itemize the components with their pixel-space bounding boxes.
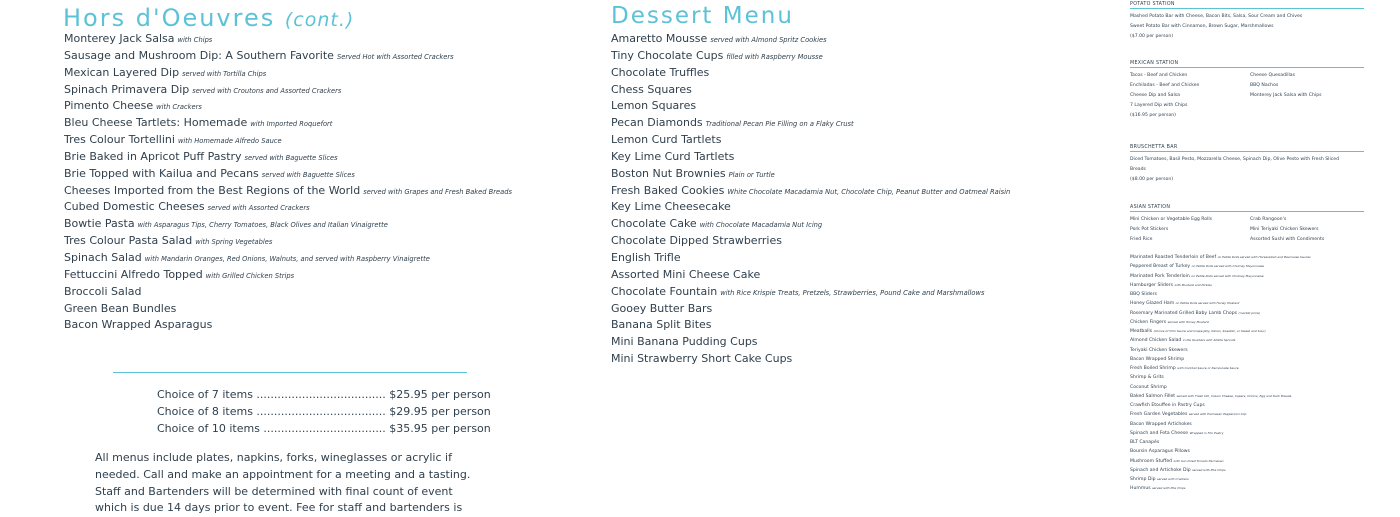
hors-item bbox=[64, 317, 512, 334]
mexican-station-line: ($16.95 per person) bbox=[1130, 113, 1176, 118]
dessert-item bbox=[611, 132, 1010, 149]
dessert-item bbox=[611, 98, 1010, 115]
hors-item bbox=[64, 166, 512, 183]
dessert-item bbox=[611, 149, 1010, 166]
hors-item-name: Bacon Wrapped Asparagus bbox=[64, 318, 213, 332]
hors-item bbox=[64, 250, 512, 267]
more-hors-item-desc: on Petite Rolls served with Chutney Mayonnaise bbox=[1191, 264, 1264, 269]
more-hors-list bbox=[1130, 253, 1364, 494]
hors-item-desc: Served Hot with Assorted Crackers bbox=[336, 52, 454, 61]
more-hors-item bbox=[1130, 401, 1364, 410]
dessert-item bbox=[611, 48, 1010, 65]
bruschetta-bar-rule bbox=[1130, 151, 1364, 152]
dessert-item-name: Lemon Squares bbox=[611, 99, 697, 113]
bruschetta-bar-line: ($8.00 per person) bbox=[1130, 177, 1174, 182]
hors-item bbox=[64, 98, 512, 115]
more-hors-item bbox=[1130, 373, 1364, 382]
potato-station bbox=[1130, 2, 1364, 42]
more-hors-item-name: Marinated Roasted Tenderloin of Beef bbox=[1130, 255, 1217, 260]
dessert-item-name: Chocolate Fountain bbox=[611, 284, 718, 298]
hors-item bbox=[64, 284, 512, 301]
hors-item bbox=[64, 149, 512, 166]
dessert-item-desc: with Chocolate Macadamia Nut Icing bbox=[699, 221, 823, 230]
asian-station-heading: ASIAN STATION bbox=[1130, 205, 1171, 210]
dessert-item-name: Mini Banana Pudding Cups bbox=[611, 335, 758, 349]
more-hors-item-name: Shrimp Dip bbox=[1130, 477, 1156, 482]
dessert-item-desc: with Rice Krispie Treats, Pretzels, Strawberries, Pound Cake and Marshmallows bbox=[720, 288, 985, 297]
hors-item bbox=[64, 233, 512, 250]
more-hors-item-name: Almond Chicken Salad bbox=[1130, 338, 1182, 344]
dessert-item bbox=[611, 166, 1010, 183]
hors-item bbox=[64, 199, 512, 216]
more-hors-item-name: Mushroom Stuffed bbox=[1130, 458, 1173, 464]
hors-item-name: Spinach Salad bbox=[64, 250, 142, 264]
hors-item-name: Cheeses Imported from the Best Regions of the World bbox=[64, 183, 361, 197]
more-hors-item-desc: served with Honey Mustard bbox=[1167, 319, 1209, 324]
asian-station-line: Mini Teriyaki Chicken Skewers bbox=[1250, 227, 1319, 232]
dessert-item bbox=[611, 199, 1010, 216]
dessert-item-desc: Plain or Turtle bbox=[728, 170, 775, 179]
asian-station-left bbox=[1130, 215, 1364, 245]
more-hors-item-desc: with Sun Dried Tomato Parmesan bbox=[1173, 458, 1224, 463]
dessert-item bbox=[611, 301, 1010, 318]
price-list bbox=[157, 386, 491, 437]
dessert-item bbox=[611, 216, 1010, 233]
dessert-item bbox=[611, 250, 1010, 267]
more-hors-item bbox=[1130, 327, 1364, 336]
dessert-item bbox=[611, 317, 1010, 334]
hors-item-name: Fettuccini Alfredo Topped bbox=[64, 267, 203, 281]
price-line: Choice of 8 items ..................................... $29.95 per person bbox=[157, 405, 491, 418]
more-hors-item-desc: (market price) bbox=[1238, 310, 1261, 315]
more-hors-item-desc: on Petite Rolls served with Chutney Mayonnaise bbox=[1191, 273, 1264, 278]
more-hors-item bbox=[1130, 466, 1364, 475]
dessert-item bbox=[611, 115, 1010, 132]
more-hors-item-name: Teriyaki Chicken Skewers bbox=[1130, 347, 1188, 353]
hors-item-name: Brie Baked in Apricot Puff Pastry bbox=[64, 149, 242, 163]
more-hors-item-name: Boursin Asparagus Pillows bbox=[1130, 449, 1190, 455]
dessert-item-name: Chess Squares bbox=[611, 82, 692, 96]
more-hors-item-name: Fresh Garden Vegetables bbox=[1130, 412, 1188, 418]
mexican-station-heading: MEXICAN STATION bbox=[1130, 61, 1179, 66]
bruschetta-bar-heading: BRUSCHETTA BAR bbox=[1130, 145, 1178, 150]
dessert-item bbox=[611, 82, 1010, 99]
hors-item-desc: served with Croutons and Assorted Crackers bbox=[192, 86, 342, 95]
dessert-item bbox=[611, 284, 1010, 301]
more-hors-item-name: Baked Salmon Fillet bbox=[1130, 393, 1176, 399]
dessert-item-desc: served with Almond Spritz Cookies bbox=[710, 36, 827, 44]
asian-station-right bbox=[1250, 215, 1324, 245]
potato-station-line: Mashed Potato Bar with Cheese, Bacon Bits, Salsa, Sour Cream and Chives bbox=[1130, 14, 1303, 19]
divider-line bbox=[113, 372, 467, 373]
hors-item-name: Broccoli Salad bbox=[64, 284, 142, 298]
dessert-item-desc: Traditional Pecan Pie Filling on a Flaky Crust bbox=[705, 120, 854, 129]
dessert-item bbox=[611, 351, 1010, 368]
more-hors-item bbox=[1130, 309, 1364, 318]
hors-item-name: Bleu Cheese Tartlets: Homemade bbox=[64, 116, 248, 130]
more-hors-item bbox=[1130, 383, 1364, 392]
more-hors-item-desc: served with Parmesan Peppercorn Dip bbox=[1188, 412, 1247, 417]
more-hors-item-name: Peppered Breast of Turkey bbox=[1130, 264, 1191, 270]
more-hors-item-desc: served with Pita Chips bbox=[1192, 467, 1226, 472]
asian-station-line: Assorted Sushi with Condiments bbox=[1250, 237, 1325, 242]
hors-item-desc: served with Tortilla Chips bbox=[182, 69, 267, 78]
more-hors-item bbox=[1130, 447, 1364, 456]
hors-title bbox=[63, 4, 354, 32]
mexican-station-line: BBQ Nachos bbox=[1250, 83, 1279, 88]
more-hors-item bbox=[1130, 355, 1364, 364]
potato-station-line: Sweet Potato Bar with Cinnamon, Brown Sugar, Marshmallows bbox=[1130, 24, 1274, 29]
more-hors-item bbox=[1130, 364, 1364, 373]
potato-station-lines bbox=[1130, 12, 1364, 42]
more-hors-item-name: Bacon Wrapped Shrimp bbox=[1130, 356, 1185, 362]
dessert-item-desc: filled with Raspberry Mousse bbox=[726, 52, 823, 61]
more-hors-item-desc: served with Pita Chips bbox=[1152, 486, 1186, 491]
more-hors-item-name: Meatballs bbox=[1130, 329, 1153, 334]
more-hors-item-name: Honey Glazed Ham bbox=[1130, 301, 1175, 307]
dessert-item-name: Gooey Butter Bars bbox=[611, 301, 713, 315]
more-hors-item-desc: on Petite Rolls served with Horseradish and Bearnaise Sauces bbox=[1217, 255, 1311, 259]
dessert-item-name: Fresh Baked Cookies bbox=[611, 183, 725, 197]
hors-item-name: Bowtie Pasta bbox=[64, 217, 135, 231]
dessert-item-name: Key Lime Curd Tartlets bbox=[611, 149, 735, 163]
hors-item bbox=[64, 216, 512, 233]
hors-item-desc: served with Baguette Slices bbox=[244, 153, 338, 162]
hors-item bbox=[64, 65, 512, 82]
more-hors-item bbox=[1130, 253, 1364, 262]
asian-station-line: Crab Rangoon's bbox=[1250, 217, 1287, 222]
more-hors-item-name: Rosemary Marinated Grilled Baby Lamb Chops bbox=[1130, 310, 1238, 316]
hors-item-desc: served with Assorted Crackers bbox=[207, 204, 310, 213]
hors-item-desc: served with Grapes and Fresh Baked Breads bbox=[363, 187, 512, 196]
hors-item bbox=[64, 115, 512, 132]
more-hors-item-name: Coconut Shrimp bbox=[1130, 384, 1167, 390]
more-hors-item bbox=[1130, 484, 1364, 493]
bruschetta-bar-line: Diced Tomatoes, Basil Pesto, Mozzarella Cheese, Spinach Dip, Olive Pesto with Fresh Sliced bbox=[1130, 157, 1339, 162]
more-hors-item-name: BBQ Sliders bbox=[1130, 292, 1157, 297]
mexican-station-left bbox=[1130, 71, 1364, 121]
more-hors-item-desc: served with Fresh Dill, Cream Cheese, Capers, Onions, Egg and Dark Breads bbox=[1176, 393, 1292, 398]
dessert-item bbox=[611, 267, 1010, 284]
hors-item bbox=[64, 82, 512, 99]
more-hors-item-name: Chicken Fingers bbox=[1130, 319, 1167, 325]
more-hors-item-name: Hummus bbox=[1130, 486, 1151, 492]
mexican-station-line: Tacos - Beef and Chicken bbox=[1130, 73, 1188, 78]
mexican-station-line: Cheese Dip and Salsa bbox=[1130, 93, 1180, 98]
bruschetta-bar-line: Breads bbox=[1130, 167, 1146, 172]
hors-item-desc: with Chips bbox=[177, 36, 213, 44]
hors-item-name: Pimento Cheese bbox=[64, 99, 154, 113]
dessert-item-name: Tiny Chocolate Cups bbox=[611, 48, 724, 62]
hors-item-name: Monterey Jack Salsa bbox=[64, 32, 175, 45]
more-hors-item bbox=[1130, 438, 1364, 447]
dessert-item bbox=[611, 65, 1010, 82]
dessert-item bbox=[611, 233, 1010, 250]
dessert-item-name: Pecan Diamonds bbox=[611, 116, 703, 130]
dessert-item-name: Amaretto Mousse bbox=[611, 32, 708, 45]
asian-station-line: Mini Chicken or Vegetable Egg Rolls bbox=[1130, 217, 1213, 222]
dessert-item-name: Boston Nut Brownies bbox=[611, 166, 726, 180]
dessert-item-name: Chocolate Truffles bbox=[611, 65, 710, 79]
hors-item bbox=[64, 132, 512, 149]
hors-item-name: Mexican Layered Dip bbox=[64, 65, 180, 79]
more-hors-item-name: Spinach and Artichoke Dip bbox=[1130, 467, 1191, 473]
more-hors-item-desc: with Mustard and Pickles bbox=[1174, 282, 1212, 287]
asian-station-line: Fried Rice bbox=[1130, 237, 1153, 242]
dessert-item bbox=[611, 31, 1010, 48]
more-hors-item-name: Hamburger Sliders bbox=[1130, 282, 1173, 288]
mexican-station-right bbox=[1250, 71, 1322, 101]
more-hors-item-name: Shrimp & Grits bbox=[1130, 375, 1164, 381]
hors-item-desc: with Imported Roquefort bbox=[250, 120, 333, 129]
hors-item bbox=[64, 301, 512, 318]
mexican-station-line: Enchiladas - Beef and Chicken bbox=[1130, 83, 1200, 88]
mexican-station-line: Monterey Jack Salsa with Chips bbox=[1250, 93, 1322, 98]
asian-station-line: Pork Pot Stickers bbox=[1130, 227, 1169, 232]
more-hors-item-name: Fresh Boiled Shrimp bbox=[1130, 366, 1176, 371]
more-hors-item bbox=[1130, 299, 1364, 308]
hors-item-name: Tres Colour Pasta Salad bbox=[64, 234, 193, 248]
hors-item-name: Tres Colour Tortellini bbox=[64, 133, 175, 147]
dessert-title: Dessert Menu bbox=[611, 3, 794, 29]
more-hors-item bbox=[1130, 475, 1364, 484]
hors-item-desc: with Grilled Chicken Strips bbox=[205, 271, 295, 280]
more-hors-item bbox=[1130, 290, 1364, 299]
more-hors-item-desc: (choice of Chili Sauce and Grape Jelly, Italian, Swedish, or Sweet and Sour) bbox=[1153, 329, 1266, 333]
more-hors-item bbox=[1130, 410, 1364, 419]
dessert-item bbox=[611, 183, 1010, 200]
dessert-item-name: Lemon Curd Tartlets bbox=[611, 133, 722, 147]
potato-station-rule bbox=[1130, 8, 1364, 9]
more-hors-item bbox=[1130, 420, 1364, 429]
more-hors-item-desc: with Cocktail Sauce or Remoulade Sauce bbox=[1177, 366, 1239, 370]
more-hors-item-name: Marinated Pork Tenderloin bbox=[1130, 273, 1190, 279]
hors-item-name: Sausage and Mushroom Dip: A Southern Favorite bbox=[64, 48, 334, 62]
mexican-station-line: 7 Layered Dip with Chips bbox=[1130, 103, 1188, 108]
more-hors-item-name: Crawfish Etouffee in Pastry Cups bbox=[1130, 403, 1205, 408]
more-hors-item bbox=[1130, 281, 1364, 290]
hors-item-desc: served with Baguette Slices bbox=[261, 170, 355, 179]
asian-station bbox=[1130, 205, 1364, 245]
more-hors-item-name: Bacon Wrapped Artichokes bbox=[1130, 421, 1192, 427]
hors-item-desc: with Crackers bbox=[156, 103, 202, 112]
hors-item bbox=[64, 31, 512, 48]
more-hors-item bbox=[1130, 272, 1364, 281]
dessert-item-desc: White Chocolate Macadamia Nut, Chocolate Chip, Peanut Butter and Oatmeal Raisin bbox=[727, 187, 1011, 196]
dessert-item-name: Mini Strawberry Short Cake Cups bbox=[611, 352, 793, 366]
more-hors-item-desc: Wrapped in Filo Pastry bbox=[1189, 430, 1224, 435]
hors-item-desc: with Asparagus Tips, Cherry Tomatoes, Black Olives and Italian Vinaigrette bbox=[137, 221, 388, 230]
more-hors-item-desc: served with Crackers bbox=[1157, 477, 1189, 481]
hors-title-cont: (cont.) bbox=[284, 9, 355, 31]
price-line: Choice of 7 items ..................................... $25.95 per person bbox=[157, 388, 491, 401]
hors-item bbox=[64, 183, 512, 200]
dessert-item-name: Chocolate Dipped Strawberries bbox=[611, 234, 782, 248]
hors-title-text: Hors d'Oeuvres bbox=[63, 4, 276, 32]
hors-item bbox=[64, 267, 512, 284]
dessert-item-name: Assorted Mini Cheese Cake bbox=[611, 267, 761, 281]
more-hors-item-desc: on Petite Rolls served with Honey Mustard bbox=[1175, 301, 1240, 306]
potato-station-heading: POTATO STATION bbox=[1130, 2, 1175, 7]
more-hors-item-name: BLT Canapés bbox=[1130, 440, 1160, 445]
more-hors-item bbox=[1130, 457, 1364, 466]
mexican-station-rule bbox=[1130, 67, 1364, 68]
hors-item-desc: with Mandarin Oranges, Red Onions, Walnuts, and served with Raspberry Vinaigrette bbox=[144, 254, 430, 263]
more-hors-item bbox=[1130, 262, 1364, 271]
more-hors-item bbox=[1130, 336, 1364, 345]
hors-item-desc: with Spring Vegetables bbox=[195, 238, 273, 247]
more-hors-item bbox=[1130, 392, 1364, 401]
potato-station-line: ($7.00 per person) bbox=[1130, 34, 1174, 39]
more-hors-item-name: Spinach and Feta Cheese bbox=[1130, 430, 1189, 436]
hors-list bbox=[64, 31, 512, 334]
dessert-item-name: Chocolate Cake bbox=[611, 217, 697, 231]
hors-item-name: Cubed Domestic Cheeses bbox=[64, 200, 205, 214]
dessert-item bbox=[611, 334, 1010, 351]
more-hors-item bbox=[1130, 346, 1364, 355]
hors-item bbox=[64, 48, 512, 65]
more-hors-item bbox=[1130, 318, 1364, 327]
hors-item-name: Brie Topped with Kailua and Pecans bbox=[64, 166, 259, 180]
dessert-item-name: Key Lime Cheesecake bbox=[611, 200, 731, 214]
asian-station-rule bbox=[1130, 211, 1364, 212]
bruschetta-bar bbox=[1130, 145, 1364, 185]
more-hors-item bbox=[1130, 429, 1364, 438]
more-hors-item-desc: in Pie Quarters with Alfalfa Sprouts bbox=[1182, 338, 1236, 343]
mexican-station-line: Cheese Quesadillas bbox=[1250, 73, 1295, 78]
bruschetta-bar-lines bbox=[1130, 155, 1364, 185]
price-line: Choice of 10 items ................................... $35.95 per person bbox=[157, 422, 491, 435]
dessert-item-name: Banana Split Bites bbox=[611, 318, 712, 332]
hors-item-name: Green Bean Bundles bbox=[64, 301, 177, 315]
hors-item-desc: with Homemade Alfredo Sauce bbox=[177, 137, 282, 146]
dessert-item-name: English Trifle bbox=[611, 250, 681, 264]
dessert-list bbox=[611, 31, 1010, 368]
hors-item-name: Spinach Primavera Dip bbox=[64, 82, 190, 96]
mexican-station bbox=[1130, 61, 1364, 121]
menu-note: All menus include plates, napkins, forks, wineglasses or acrylic if needed. Call and make an appointment for a meeting and a tasting. Staff and Bartenders will be determined with final count of event which is due 14 days prior to event. Fee for staff and bartenders is bbox=[95, 451, 471, 515]
